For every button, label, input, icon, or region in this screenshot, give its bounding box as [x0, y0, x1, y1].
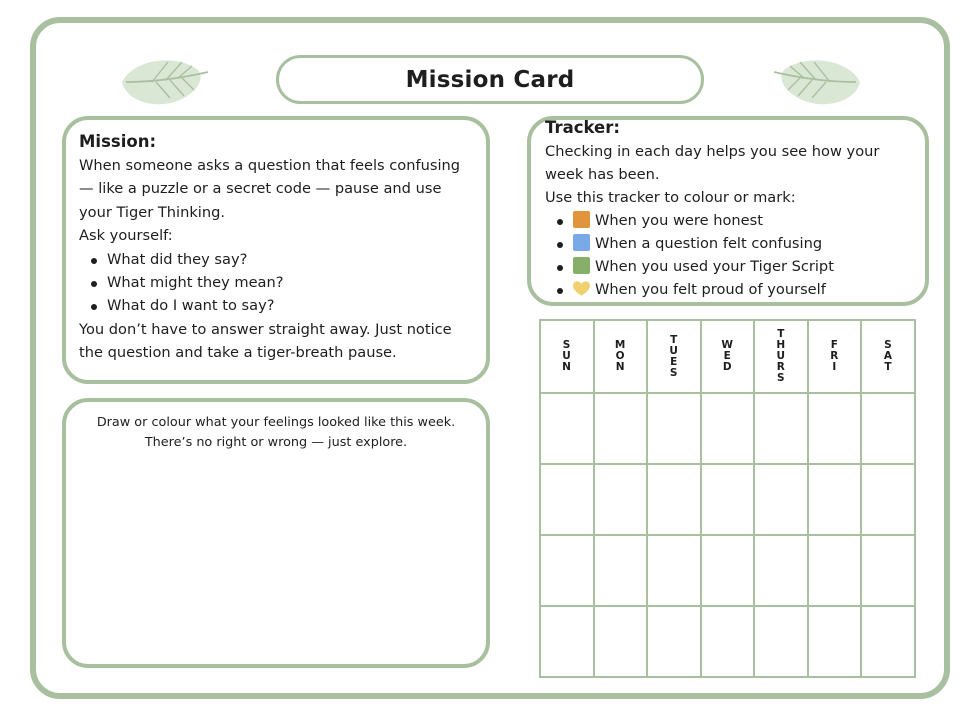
tracker-cell-fri[interactable]: [808, 606, 862, 677]
tracker-cell-sun[interactable]: [540, 393, 594, 464]
tracker-cell-fri[interactable]: [808, 464, 862, 535]
day-letter: A: [883, 350, 893, 362]
tracker-cell-fri[interactable]: [808, 393, 862, 464]
day-header-wed: [701, 320, 755, 393]
tracker-box: [527, 116, 929, 306]
day-letter: D: [722, 361, 733, 373]
day-letter: W: [721, 339, 734, 351]
drawing-prompt: Draw or colour what your feelings looked like this week. There’s no right or wrong — just explore.: [96, 415, 456, 450]
leaf-icon-left: [116, 52, 212, 108]
tracker-cell-sat[interactable]: [861, 464, 915, 535]
legend-label: When you used your Tiger Script: [595, 258, 834, 275]
tracker-cell-sun[interactable]: [540, 606, 594, 677]
day-letter: O: [615, 350, 626, 362]
tracker-cell-thurs[interactable]: [754, 464, 808, 535]
page-title: Mission Card: [405, 66, 575, 93]
day-letter: F: [830, 339, 839, 351]
weekly-tracker-table: [539, 319, 916, 678]
tracker-cell-mon[interactable]: [594, 606, 648, 677]
blue-square-icon: [573, 234, 590, 251]
tracker-intro: Checking in each day helps you see how your week has been.: [545, 143, 880, 183]
day-letter: N: [562, 361, 572, 373]
legend-label: When you felt proud of yourself: [595, 281, 826, 298]
day-label: [755, 329, 807, 384]
day-letter: H: [776, 339, 786, 351]
day-letter: T: [670, 333, 678, 346]
day-header-sat: [861, 320, 915, 393]
day-letter: S: [562, 339, 571, 351]
tracker-cell-mon[interactable]: [594, 393, 648, 464]
tracker-cell-wed[interactable]: [701, 464, 755, 535]
tracker-cell-sun[interactable]: [540, 535, 594, 606]
tracker-cell-tues[interactable]: [647, 606, 701, 677]
tracker-cell-mon[interactable]: [594, 535, 648, 606]
tracker-cell-wed[interactable]: [701, 606, 755, 677]
day-letter: S: [884, 339, 893, 351]
day-letter: R: [830, 350, 839, 362]
day-label: [809, 340, 861, 373]
tracker-cell-wed[interactable]: [701, 535, 755, 606]
day-letter: U: [776, 350, 786, 362]
day-header-thurs: [754, 320, 808, 393]
tracker-cell-tues[interactable]: [647, 464, 701, 535]
legend-item-confusing: [555, 232, 913, 255]
orange-square-icon: [573, 211, 590, 228]
tracker-heading: Tracker:: [545, 118, 620, 137]
tracker-cell-sun[interactable]: [540, 464, 594, 535]
legend-list: [555, 209, 913, 301]
tracker-cell-tues[interactable]: [647, 393, 701, 464]
day-letter: R: [776, 361, 786, 373]
tracker-cell-mon[interactable]: [594, 464, 648, 535]
day-letter: U: [562, 350, 572, 362]
yellow-heart-icon: [573, 281, 590, 297]
day-letter: T: [884, 361, 893, 373]
tracker-row: [540, 606, 915, 677]
day-label: [595, 340, 647, 373]
tracker-row: [540, 464, 915, 535]
tracker-cell-tues[interactable]: [647, 535, 701, 606]
question-list: [89, 248, 474, 318]
tracker-cell-thurs[interactable]: [754, 606, 808, 677]
tracker-cell-thurs[interactable]: [754, 535, 808, 606]
day-label: [541, 340, 593, 373]
legend-label: When a question felt confusing: [595, 235, 823, 252]
mission-box: [62, 116, 490, 384]
day-letter: I: [832, 361, 837, 373]
day-letter: E: [670, 355, 678, 368]
mission-intro: When someone asks a question that feels confusing — like a puzzle or a secret code — pause and use your Tiger Thinking.: [79, 157, 461, 221]
day-label: [862, 340, 914, 373]
tracker-instruction: Use this tracker to colour or mark:: [545, 189, 796, 206]
day-label: [648, 335, 700, 379]
tracker-cell-sat[interactable]: [861, 535, 915, 606]
drawing-box[interactable]: [62, 398, 490, 668]
day-letter: S: [777, 372, 786, 384]
question-item: What might they mean?: [89, 271, 474, 294]
day-letter: S: [669, 366, 678, 379]
day-header-mon: [594, 320, 648, 393]
green-square-icon: [573, 257, 590, 274]
mission-ask: Ask yourself:: [79, 227, 173, 245]
leaf-icon-right: [770, 52, 866, 108]
tracker-row: [540, 535, 915, 606]
day-header-tues: [647, 320, 701, 393]
mission-outro: You don’t have to answer straight away. Just notice the question and take a tiger-breath pause.: [79, 320, 452, 362]
title-banner: [276, 55, 704, 104]
day-letter: U: [669, 344, 679, 357]
legend-item-tiger-script: [555, 255, 913, 278]
tracker-cell-sat[interactable]: [861, 393, 915, 464]
day-label: [702, 340, 754, 373]
mission-heading: Mission:: [79, 132, 157, 151]
day-letter: T: [777, 328, 785, 340]
day-letter: N: [615, 361, 625, 373]
day-header-sun: [540, 320, 594, 393]
legend-item-honest: [555, 209, 913, 232]
tracker-cell-thurs[interactable]: [754, 393, 808, 464]
question-item: What did they say?: [89, 248, 474, 271]
tracker-cell-sat[interactable]: [861, 606, 915, 677]
legend-item-proud: [555, 278, 913, 301]
legend-label: When you were honest: [595, 212, 763, 229]
day-letter: E: [723, 350, 732, 362]
day-letter: M: [614, 339, 626, 351]
tracker-cell-wed[interactable]: [701, 393, 755, 464]
tracker-cell-fri[interactable]: [808, 535, 862, 606]
question-item: What do I want to say?: [89, 294, 474, 317]
tracker-row: [540, 393, 915, 464]
day-header-fri: [808, 320, 862, 393]
day-header-row: [540, 320, 915, 393]
